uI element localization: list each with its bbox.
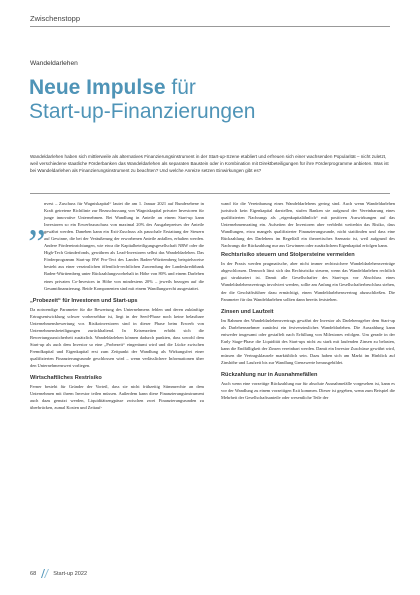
quote-mark-icon: „ [28,198,46,243]
page-number: 68 [30,570,37,577]
headline-regular: für [165,76,196,99]
article-headline [29,76,399,124]
headline-bold: Neue Impulse [29,76,166,99]
subhead-restrisiko: Wirtschaftliches Restrisiko [30,375,102,382]
subhead-rechtsrisiko: Rechtsrisiko steuern und Stolpersteine vermeiden [221,252,355,259]
paragraph: Ferner besteht für Gründer der Vorteil, dass sie nicht frühzeitig Stimmrechte an dem Unternehmen mit ihrem Investor teilen müssen. Außerdem kann diese Finanzierungsinstrument auch dazu genutzt werden, Liquiditätsengpässe zwischen zwei Finanzierungsrunden zu überbrücken, zumal Kosten und Zeitauf- [30,384,204,411]
article-lead: Wandeldarlehen haben sich mittlerweile als alternatives Finanzierungsinstrument in der Start-up-Szene etabliert und erfreuen sich einer wachsenden Popularität – nicht zuletzt, weil verschiedene staatliche Förderbanken das Wandeldarlehen als separaten Baustein oder in Kombination mit Direktbeteiligungen für ihre Förderprogramme anbieten. Was ist bei Wandeldarlehen als Finanzierungsinstrument zu beachten? Und welche Anreize setzen Einwirkungen gibt es? [30,154,389,174]
divider [30,193,390,194]
page-footer [30,568,87,579]
subhead-rueckzahlung: Rückzahlung nur in Ausnahmefällen [221,371,318,378]
column-right [221,200,395,404]
subhead-zinsen: Zinsen und Laufzeit [221,308,274,315]
subhead-probezeit: „Probezeit“ für Investoren und Start-ups [30,297,138,304]
paragraph: In der Praxis werden pragmatische, aber nicht immer rechtssichere Wandeldarlehensverträge abgeschlossen. Dennoch lässt sich das Rechtsrisiko steuern, wenn das Wandeldarlehen rechtlich gut strukturiert ist. Damit alle Gesellschafter des Start-ups vor Abschluss eines Wandeldarlehensvertrags involviert werden, sollte am Anfang ein Gesellschafterbeschluss stehen, der die Geschäftsführer dazu ermächtigt, einen Wandeldarlehensvertrag abzuschließen. Die Parameter für das Wandeldarlehen sollten dann bereits feststehen. [221,261,395,302]
section-label: Zwischenstopp [30,14,81,23]
divider [30,26,390,27]
publication-logo-icon [40,568,49,579]
paragraph: wand für die Vereinbarung eines Wandeldarlehens gering sind. Auch wenn Wandeldarlehen juristisch kein Eigenkapital darstellen, stufen Banken sie aufgrund der Vereinbarung eines qualifizierten Nachrangs als „eigenkapitalähnlich“ mit positiven Auswirkungen auf das Unternehmensrating ein. Aufseiten der Investoren aber verbleibt weiterhin das Risiko, dass Wandlungen, etwa mangels qualifizierter Finanzierungsrunde, nicht stattfinden und dass eine Rückzahlung des Darlehens im Regelfall ein theoretisches Szenario ist, weil aufgrund des Nachrangs die Rückzahlung nur aus Gewinnen oder zusätzlichem Eigenkapital erfolgen kann. [221,201,395,249]
column-left [30,200,204,414]
paragraph: Im Rahmen des Wandeldarlehensvertrags gewährt der Investor als Darlehensgeber dem Start-up als Darlehensnehmer zunächst ein festverzinsliches Wandeldarlehen. Die Auszahlung kann entweder insgesamt oder gestaffelt nach Erfüllung von Milestones erfolgen. Um gerade in der Early Stage-Phase die Liquidität des Start-ups nicht zu stark mit laufenden Zinsen zu belasten, kann die Endfälligkeit der Zinsen vereinbart werden. Damit ein Investor Zuschüsse gewährt wird, müssen die Vertragsklausele marktüblich sein. Dazu haben sich am Markt im Hinblick auf Zinshöhe und Laufzeit bis zur Wandlung Grenzwerte herausgebildet. [221,317,395,365]
article-kicker: Wandeldarlehen [30,60,78,67]
paragraph: Auch wenn eine vorzeitige Rückzahlung nur für absolute Ausnahmefälle vorgesehen ist, kann es vor der Wandlung zu einem vorzeitigen Exit kommen. Dieser ist gegeben, wenn zum Beispiel die Mehrheit der Gesellschaftsanteile oder wesentliche Teile der [221,380,395,401]
intro-paragraph: nvest – Zuschuss für Wagniskapital“ lautet die am 1. Januar 2021 auf Bundesebene in Kraft getretene Richtlinie zur Bezuschussung von Wagniskapital privater Investoren für junge innovative Unternehmen. Bei Wandlung in Anteile an einem Start-up kann Investoren so ein Erwerbszuschuss von maximal 20% des Ausgabepreises der Anteile gewährt werden. Daneben kann ein Exit-Zuschuss als pauschale Erstattung der Steuern auf Gewinne, die bei der Veräußerung der erworbenen Anteile anfallen, erhalten werden. Andere Förderеinrichtungen, wie etwa die Kapitalbeteiligungsgesellschaft NRW oder die High-Tech Gründerfonds, gewähren als Lead-Investoren selbst das Wandeldarlehen. Das Förderprogramm Start-up BW Pro-Tect des Landes Baden-Württemberg beispielsweise besteht aus einer verzinslichen öffentlich-rechtlichen Zuwendung der Landeskreditbank Baden-Württemberg unter Rückzahlungsvorbehalt in Höhe von 80% und einem Darlehen eines privaten Co-Investors in Höhe von mindestens 20% – jeweils bezogen auf die Gesamtfinanzierung. Beide Komponenten sind mit einem Wandlungsrecht ausgestattet. [44,201,204,291]
paragraph: Da notwendige Parameter für die Bewertung des Unternehmens fehlen und deren zukünftige Ertragsentwicklung schwer vorhersehbar ist, liegt in der Seed-Phase noch keine belastbare Unternehmensbewertung vor. Risikoinvestoren sind in dieser Phase beim Erwerb von Unternehmensbeteiligungen zurückhaltend. In Krisenzeiten erhöht sich die Bewertungsunsicherheit zusätzlich. Wandeldarlehen können dadurch punkten, dass sowohl dem Start-up als auch dem Investor so eine „Probezeit“ eingeräumt wird und die Lücke zwischen Fremdkapital und Eigenkapital erst zum Zeitpunkt der Wandlung als Wirkungsfrei einer qualifizierten Finanzierungsrunde geschlossen wird – wenn verlässlichere Informationen über den Unternehmenswert vorliegen. [30,306,204,368]
headline-line2: Start-up-Finanzierungen [29,100,256,123]
publication-name: Start-up 2022 [53,570,88,577]
